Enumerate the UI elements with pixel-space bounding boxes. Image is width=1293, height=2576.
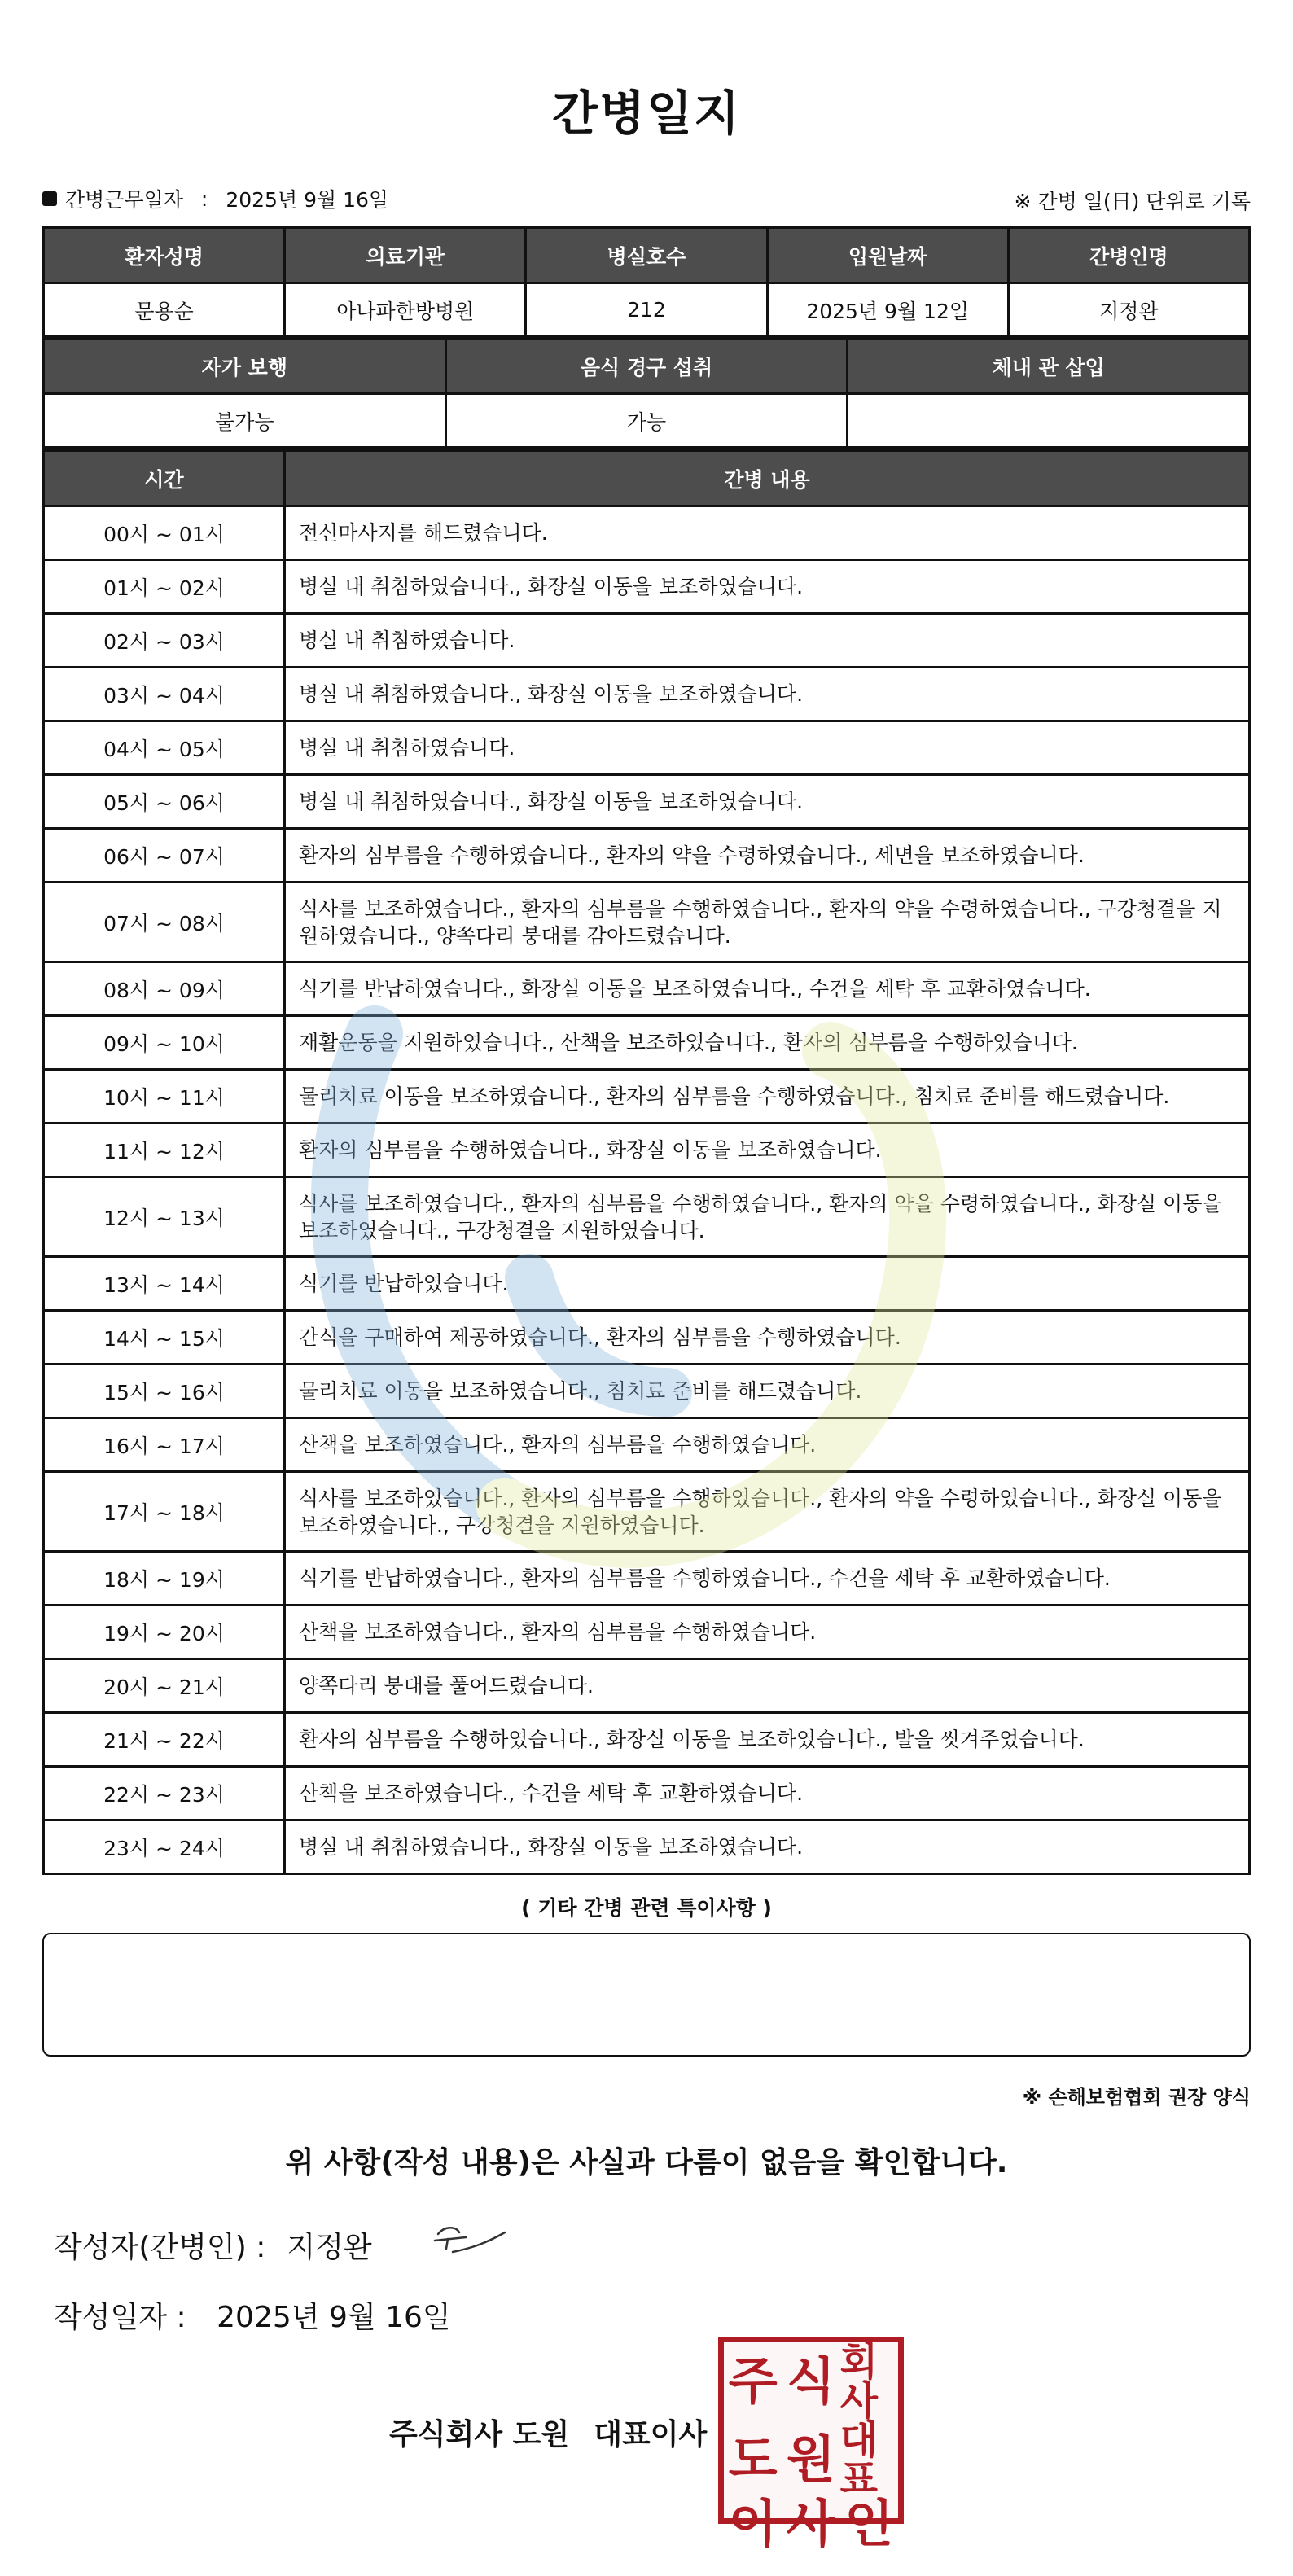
- care-row: [44, 1552, 1250, 1606]
- care-row: [44, 1472, 1250, 1552]
- care-time: 17시 ~ 18시: [44, 1472, 285, 1552]
- care-content: 식사를 보조하였습니다., 환자의 심부름을 수행하였습니다., 환자의 약을 수령하였습니다., 화장실 이동을 보조하였습니다., 구강청결을 지원하였습니다.: [285, 1177, 1250, 1257]
- writer-row: [54, 2224, 372, 2266]
- care-row: [44, 1820, 1250, 1874]
- writer-label: 작성자(간병인) :: [54, 2231, 266, 2264]
- caregiver-name: 지정완: [1008, 283, 1249, 337]
- care-content: 양쪽다리 붕대를 풀어드렸습니다.: [285, 1659, 1250, 1713]
- work-date: [42, 184, 388, 213]
- care-content: 환자의 심부름을 수행하였습니다., 환자의 약을 수령하였습니다., 세면을 보조하였습니다.: [285, 829, 1250, 883]
- care-content: 병실 내 취침하였습니다., 화장실 이동을 보조하였습니다.: [285, 1820, 1250, 1874]
- care-time: 10시 ~ 11시: [44, 1070, 285, 1124]
- care-time: 12시 ~ 13시: [44, 1177, 285, 1257]
- care-row: [44, 775, 1250, 829]
- care-row: [44, 1713, 1250, 1767]
- care-row: [44, 883, 1250, 962]
- care-row: [44, 1177, 1250, 1257]
- care-time: 05시 ~ 06시: [44, 775, 285, 829]
- special-notes-box: [42, 1933, 1251, 2057]
- confirmation-statement: 위 사항(작성 내용)은 사실과 다름이 없음을 확인합니다.: [285, 2146, 1008, 2180]
- care-content: 산책을 보조하였습니다., 환자의 심부름을 수행하였습니다.: [285, 1606, 1250, 1659]
- header-care-content: 간병 내용: [285, 451, 1250, 506]
- header-walking: 자가 보행: [44, 339, 446, 394]
- care-content: 병실 내 취침하였습니다.: [285, 614, 1250, 668]
- care-content: 환자의 심부름을 수행하였습니다., 화장실 이동을 보조하였습니다.: [285, 1124, 1250, 1177]
- care-content: 산책을 보조하였습니다., 환자의 심부름을 수행하였습니다.: [285, 1418, 1250, 1472]
- care-time: 11시 ~ 12시: [44, 1124, 285, 1177]
- care-row: [44, 1311, 1250, 1365]
- care-content: 병실 내 취침하였습니다.: [285, 721, 1250, 775]
- company-seal-icon: [718, 2337, 904, 2553]
- care-time: 02시 ~ 03시: [44, 614, 285, 668]
- header-institution: 의료기관: [285, 228, 526, 283]
- signature-icon: [420, 2216, 518, 2265]
- care-content: 간식을 구매하여 제공하였습니다., 환자의 심부름을 수행하였습니다.: [285, 1311, 1250, 1365]
- written-date-value: 2025년 9월 16일: [217, 2301, 451, 2334]
- special-notes-label: ( 기타 간병 관련 특이사항 ): [521, 1896, 772, 1920]
- care-row: [44, 1767, 1250, 1820]
- care-content: 식사를 보조하였습니다., 환자의 심부름을 수행하였습니다., 환자의 약을 수령하였습니다., 구강청결을 지원하였습니다., 양쪽다리 붕대를 감아드렸습니다.: [285, 883, 1250, 962]
- square-bullet-icon: [42, 191, 57, 206]
- work-date-value: 2025년 9월 16일: [226, 188, 389, 212]
- care-time: 08시 ~ 09시: [44, 962, 285, 1016]
- care-row: [44, 1257, 1250, 1311]
- care-content: 재활운동을 지원하였습니다., 산책을 보조하였습니다., 환자의 심부름을 수행하였습니다.: [285, 1016, 1250, 1070]
- care-content: 식기를 반납하였습니다., 화장실 이동을 보조하였습니다., 수건을 세탁 후 교환하였습니다.: [285, 962, 1250, 1016]
- seal-char: 주: [728, 2351, 778, 2411]
- care-time: 09시 ~ 10시: [44, 1016, 285, 1070]
- work-date-label: 간병근무일자: [65, 188, 183, 212]
- care-content: 물리치료 이동을 보조하였습니다., 환자의 심부름을 수행하였습니다., 침치료 준비를 해드렸습니다.: [285, 1070, 1250, 1124]
- care-row: [44, 1016, 1250, 1070]
- care-row: [44, 1418, 1250, 1472]
- care-row: [44, 1606, 1250, 1659]
- care-time: 19시 ~ 20시: [44, 1606, 285, 1659]
- care-content: 물리치료 이동을 보조하였습니다., 침치료 준비를 해드렸습니다.: [285, 1365, 1250, 1418]
- header-patient-name: 환자성명: [44, 228, 285, 283]
- header-admission-date: 입원날짜: [767, 228, 1008, 283]
- care-time: 15시 ~ 16시: [44, 1365, 285, 1418]
- care-content: 전신마사지를 해드렸습니다.: [285, 506, 1250, 560]
- care-time: 04시 ~ 05시: [44, 721, 285, 775]
- care-row: [44, 614, 1250, 668]
- patient-status-table: [42, 337, 1251, 449]
- care-time: 07시 ~ 08시: [44, 883, 285, 962]
- company-name: 주식회사 도원: [389, 2418, 570, 2451]
- care-time: 20시 ~ 21시: [44, 1659, 285, 1713]
- care-row: [44, 1365, 1250, 1418]
- header-caregiver: 간병인명: [1008, 228, 1249, 283]
- oral-intake-status: 가능: [445, 394, 848, 448]
- header-time: 시간: [44, 451, 285, 506]
- care-content: 병실 내 취침하였습니다., 화장실 이동을 보조하였습니다.: [285, 775, 1250, 829]
- care-row: [44, 506, 1250, 560]
- seal-char: 인: [844, 2494, 894, 2553]
- care-row: [44, 1124, 1250, 1177]
- patient-info-table: [42, 226, 1251, 338]
- care-time: 22시 ~ 23시: [44, 1767, 285, 1820]
- seal-char: 대표: [839, 2417, 879, 2502]
- seal-char: 도: [728, 2429, 778, 2489]
- tube-insertion-status: [848, 394, 1250, 448]
- care-row: [44, 1070, 1250, 1124]
- care-log-table: [42, 449, 1251, 1875]
- room-number: 212: [526, 283, 767, 337]
- patient-name: 문용순: [44, 283, 285, 337]
- seal-char: 원: [787, 2429, 835, 2489]
- care-content: 식사를 보조하였습니다., 환자의 심부름을 수행하였습니다., 환자의 약을 수령하였습니다., 화장실 이동을 보조하였습니다., 구강청결을 지원하였습니다.: [285, 1472, 1250, 1552]
- seal-char: 사: [787, 2494, 835, 2553]
- care-row: [44, 721, 1250, 775]
- admission-date: 2025년 9월 12일: [767, 283, 1008, 337]
- seal-char: 이: [728, 2494, 778, 2553]
- insurance-note: ※ 손해보험협회 권장 양식: [1022, 2086, 1251, 2109]
- care-time: 14시 ~ 15시: [44, 1311, 285, 1365]
- written-date-label: 작성일자 :: [54, 2301, 186, 2334]
- work-date-separator: :: [200, 186, 208, 211]
- seal-char: 식: [787, 2351, 835, 2411]
- care-time: 06시 ~ 07시: [44, 829, 285, 883]
- care-content: 식기를 반납하였습니다., 환자의 심부름을 수행하였습니다., 수건을 세탁 후 교환하였습니다.: [285, 1552, 1250, 1606]
- care-row: [44, 962, 1250, 1016]
- care-content: 산책을 보조하였습니다., 수건을 세탁 후 교환하였습니다.: [285, 1767, 1250, 1820]
- page-title: 간병일지: [551, 85, 742, 141]
- care-time: 13시 ~ 14시: [44, 1257, 285, 1311]
- care-content: 식기를 반납하였습니다.: [285, 1257, 1250, 1311]
- care-content: 병실 내 취침하였습니다., 화장실 이동을 보조하였습니다.: [285, 668, 1250, 721]
- company-signoff: [389, 2412, 707, 2453]
- care-time: 16시 ~ 17시: [44, 1418, 285, 1472]
- care-content: 환자의 심부름을 수행하였습니다., 화장실 이동을 보조하였습니다., 발을 씻겨주었습니다.: [285, 1713, 1250, 1767]
- care-time: 00시 ~ 01시: [44, 506, 285, 560]
- writer-name: 지정완: [287, 2231, 372, 2264]
- header-oral-intake: 음식 경구 섭취: [445, 339, 848, 394]
- header-room: 병실호수: [526, 228, 767, 283]
- care-time: 03시 ~ 04시: [44, 668, 285, 721]
- care-time: 23시 ~ 24시: [44, 1820, 285, 1874]
- seal-char: 회사: [839, 2339, 879, 2424]
- care-time: 01시 ~ 02시: [44, 560, 285, 614]
- institution: 아나파한방병원: [285, 283, 526, 337]
- care-row: [44, 829, 1250, 883]
- care-time: 21시 ~ 22시: [44, 1713, 285, 1767]
- care-time: 18시 ~ 19시: [44, 1552, 285, 1606]
- unit-note: ※ 간병 일(日) 단위로 기록: [1014, 190, 1251, 213]
- written-date-row: [54, 2294, 451, 2336]
- header-tube-insertion: 체내 관 삽입: [848, 339, 1250, 394]
- walking-status: 불가능: [44, 394, 446, 448]
- company-role: 대표이사: [594, 2418, 708, 2451]
- care-content: 병실 내 취침하였습니다., 화장실 이동을 보조하였습니다.: [285, 560, 1250, 614]
- care-row: [44, 668, 1250, 721]
- care-row: [44, 1659, 1250, 1713]
- care-row: [44, 560, 1250, 614]
